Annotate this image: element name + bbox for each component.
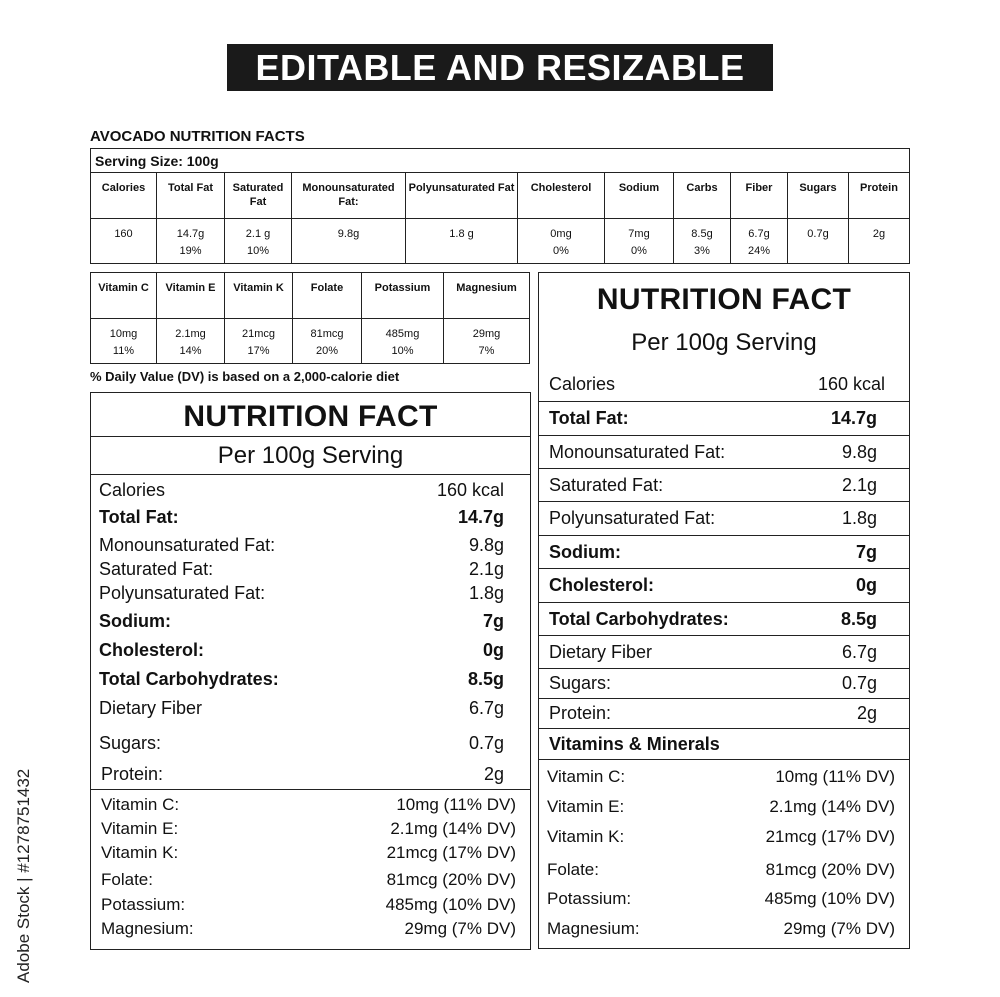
left-vitamin-row: Vitamin E: 2.1mg (14% DV): [101, 819, 516, 838]
banner-title: EDITABLE AND RESIZABLE: [227, 44, 773, 91]
value-cell: 0.7g: [788, 219, 849, 264]
left-vitamin-row: Vitamin C: 10mg (11% DV): [101, 795, 516, 814]
right-row-protein: Protein: 2g: [539, 698, 909, 728]
header-cell: Magnesium: [456, 282, 517, 294]
vitamin-header-row: [91, 273, 529, 319]
vitamin-value-row: [91, 319, 529, 364]
right-row-calories: Calories 160 kcal: [549, 374, 885, 394]
daily-value-note: % Daily Value (DV) is based on a 2,000-calorie diet: [90, 369, 400, 384]
right-row-total-fat: Total Fat: 14.7g: [539, 401, 909, 435]
left-row-monounsaturated-fat: Monounsaturated Fat: 9.8g: [99, 535, 504, 555]
header-cell: Sodium: [605, 173, 674, 218]
value-cell: 2g: [872, 228, 886, 240]
left-label-subtitle: Per 100g Serving: [217, 442, 404, 469]
nutrition-summary-table: [90, 148, 910, 264]
right-vitamin-row: Potassium: 485mg (10% DV): [547, 889, 895, 908]
right-label-subtitle: Per 100g Serving: [631, 329, 817, 356]
header-cell: Monounsaturated Fat:: [292, 173, 406, 218]
value-cell: 81mcg 20%: [293, 319, 362, 364]
left-row-total-carbohydrates: Total Carbohydrates: 8.5g: [99, 669, 504, 689]
value-cell: 2.1 g 10%: [225, 219, 292, 264]
summary-header-row: [91, 173, 909, 219]
value-cell: 6.7g 24%: [731, 219, 788, 264]
header-cell: Protein: [860, 182, 898, 194]
header-cell: Vitamin C: [91, 273, 157, 318]
summary-value-row: [91, 219, 909, 264]
left-vitamins-divider: [91, 789, 530, 790]
header-cell: Fiber: [731, 173, 788, 218]
right-vitamin-row: Folate: 81mcg (20% DV): [547, 860, 895, 879]
value-cell: 21mcg 17%: [225, 319, 293, 364]
header-cell: Total Fat: [157, 173, 225, 218]
left-row-polyunsaturated-fat: Polyunsaturated Fat: 1.8g: [99, 583, 504, 603]
right-nutrition-label: [538, 272, 910, 949]
right-vitamin-row: Vitamin K: 21mcg (17% DV): [547, 827, 895, 846]
right-row-cholesterol: Cholesterol: 0g: [539, 568, 909, 602]
left-nutrition-label: [90, 392, 531, 950]
header-cell: Potassium: [362, 273, 444, 318]
value-cell: 485mg 10%: [362, 319, 444, 364]
header-cell: Folate: [293, 273, 362, 318]
header-cell: Polyunsaturated Fat: [406, 173, 518, 218]
header-cell: Vitamin E: [157, 273, 225, 318]
value-cell: 9.8g: [292, 219, 406, 264]
header-cell: Sugars: [788, 173, 849, 218]
value-cell: 29mg 7%: [472, 328, 501, 357]
right-row-sugars: Sugars: 0.7g: [539, 668, 909, 698]
left-row-sodium: Sodium: 7g: [99, 611, 504, 631]
value-cell: 0mg 0%: [518, 219, 605, 264]
left-vitamin-row: Folate: 81mcg (20% DV): [101, 870, 516, 889]
left-row-dietary-fiber: Dietary Fiber 6.7g: [99, 698, 504, 718]
value-cell: 1.8 g: [406, 219, 518, 264]
left-row-saturated-fat: Saturated Fat: 2.1g: [99, 559, 504, 579]
left-row-cholesterol: Cholesterol: 0g: [99, 640, 504, 660]
header-cell: Cholesterol: [518, 173, 605, 218]
right-row-total-carbohydrates: Total Carbohydrates: 8.5g: [539, 602, 909, 635]
header-cell: Carbs: [674, 173, 731, 218]
value-cell: 7mg 0%: [605, 219, 674, 264]
serving-size: Serving Size: 100g: [91, 149, 909, 173]
right-row-monounsaturated-fat: Monounsaturated Fat: 9.8g: [539, 435, 909, 468]
value-cell: 8.5g 3%: [674, 219, 731, 264]
section-title: AVOCADO NUTRITION FACTS: [90, 128, 305, 145]
left-vitamin-row: Vitamin K: 21mcg (17% DV): [101, 843, 516, 862]
left-row-sugars: Sugars: 0.7g: [99, 733, 504, 753]
right-vitamin-row: Vitamin C: 10mg (11% DV): [547, 767, 895, 786]
right-vitamin-row: Vitamin E: 2.1mg (14% DV): [547, 797, 895, 816]
left-label-title-box: [91, 393, 530, 437]
left-row-calories: Calories 160 kcal: [99, 480, 504, 500]
right-vitamin-row: Magnesium: 29mg (7% DV): [547, 919, 895, 938]
left-row-protein: Protein: 2g: [101, 764, 504, 784]
right-vitamins-heading: Vitamins & Minerals: [539, 728, 909, 760]
right-label-title: NUTRITION FACT: [596, 283, 852, 316]
value-cell: 10mg 11%: [91, 319, 157, 364]
value-cell: 160: [91, 219, 157, 264]
header-cell: Vitamin K: [225, 273, 293, 318]
vitamin-table: [90, 272, 530, 364]
left-row-total-fat: Total Fat: 14.7g: [99, 507, 504, 527]
right-row-sodium: Sodium: 7g: [539, 535, 909, 568]
left-vitamin-row: Potassium: 485mg (10% DV): [101, 895, 516, 914]
stock-watermark-id: Adobe Stock | #1278751432: [14, 768, 33, 983]
right-row-polyunsaturated-fat: Polyunsaturated Fat: 1.8g: [539, 501, 909, 535]
right-row-dietary-fiber: Dietary Fiber 6.7g: [539, 635, 909, 668]
header-cell: Calories: [91, 173, 157, 218]
value-cell: 2.1mg 14%: [157, 319, 225, 364]
left-label-title: NUTRITION FACT: [183, 400, 438, 433]
value-cell: 14.7g 19%: [157, 219, 225, 264]
header-cell: Saturated Fat: [225, 173, 292, 218]
right-row-saturated-fat: Saturated Fat: 2.1g: [539, 468, 909, 501]
left-vitamin-row: Magnesium: 29mg (7% DV): [101, 919, 516, 938]
left-label-subtitle-box: [91, 437, 530, 475]
